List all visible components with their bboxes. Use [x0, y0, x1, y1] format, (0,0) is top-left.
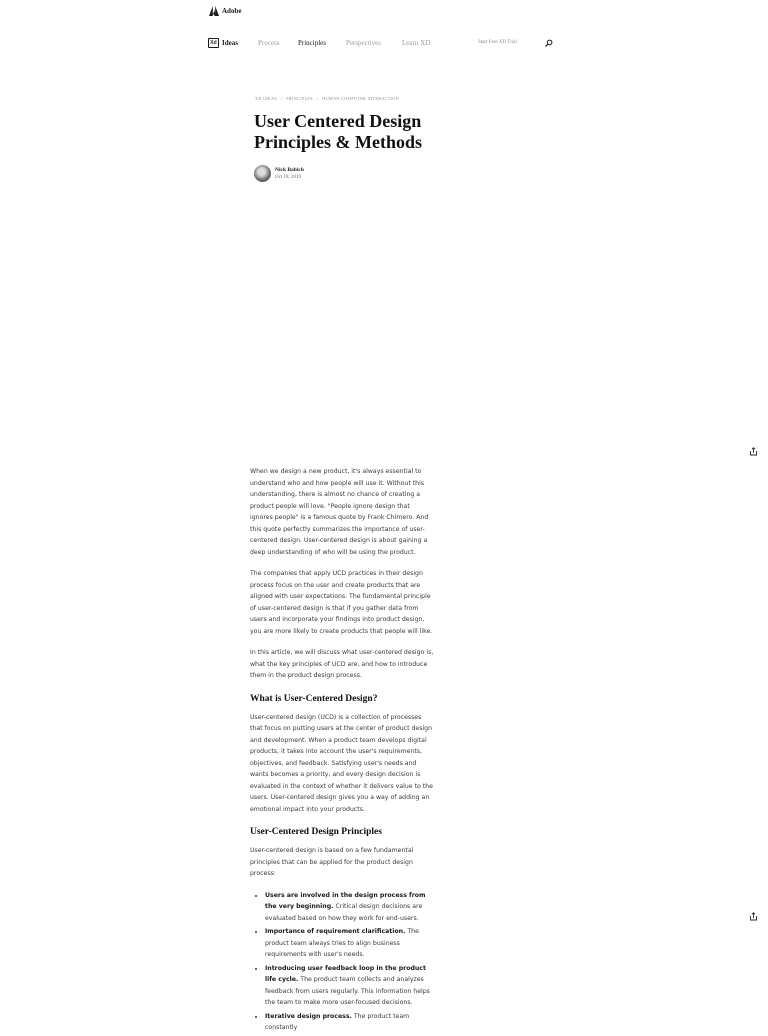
section-paragraph: User-centered design is based on a few fundamental principles that can be applied for the product design process: — [250, 847, 414, 877]
breadcrumb-separator: / — [280, 96, 283, 101]
adobe-bar[interactable] — [209, 6, 241, 16]
adobe-logo-icon — [209, 6, 219, 16]
author-name[interactable]: Nick Babich — [275, 166, 304, 173]
list-item-text: The product team always tries to align business requirements with user's needs. — [265, 928, 419, 958]
brand-name: Ideas — [222, 39, 238, 47]
list-item-text: Critical design decisions are evaluated based on how they work for end-users. — [265, 903, 423, 922]
search-icon[interactable] — [545, 39, 553, 47]
list-item-text: The product team constantly — [265, 1012, 410, 1031]
article-body — [250, 466, 434, 1036]
section-heading-ucd-principles: User-Centered Design Principles — [250, 827, 382, 837]
section-heading-what-is-ucd: What is User-Centered Design? — [250, 693, 378, 704]
nav-link-principles[interactable]: Principles — [298, 39, 326, 47]
breadcrumb-principles[interactable]: PRINCIPLES — [286, 96, 313, 101]
avatar[interactable] — [254, 165, 271, 182]
list-item — [265, 963, 434, 1009]
nav-link-perspectives[interactable]: Perspectives — [346, 39, 381, 47]
xd-badge: Xd — [208, 38, 219, 48]
publish-date: Oct 18, 2019 — [275, 174, 301, 180]
intro-paragraph: The companies that apply UCD practices in their design process focus on the user and create products that are aligned with user expectations. The fundamental principle of user-centered design is that if you gather data from users and incorporate your findings into product design, you are more likely to create products that people will like. — [250, 570, 433, 635]
list-item-bold: Importance of requirement clarification. — [265, 928, 406, 935]
list-item-bold: Iterative design process. — [265, 1012, 352, 1020]
share-icon[interactable] — [749, 912, 758, 921]
principles-list — [250, 890, 434, 1034]
list-item — [265, 890, 434, 925]
list-item-text: The product team collects and analyzes feedback from users regularly. This information helps the team to make more user-focused decisions. — [265, 976, 430, 1006]
main-nav — [208, 38, 554, 50]
list-item-bold: Introducing user feedback loop in the product life cycle. — [265, 964, 426, 983]
breadcrumb — [255, 96, 399, 101]
section-paragraph: User-centered design (UCD) is a collection of processes that focus on putting users at the center of product design and development. When a product team develops digital products, it takes into account the user's requirements, objectives, and feedback. Satisfying user's needs and wants becomes a priority, and every design decision is evaluated in the context of whether it delivers value to the users. User-centered design gives you a way of adding an emotional impact into your products. — [250, 713, 433, 813]
start-trial-link[interactable]: Start Free XD Trial — [478, 40, 517, 45]
breadcrumb-separator: / — [316, 96, 319, 101]
xd-ideas-logo[interactable] — [208, 38, 238, 48]
nav-link-process[interactable]: Process — [258, 39, 280, 47]
intro-paragraph: In this article, we will discuss what user-centered design is, what the key principles of UCD are, and how to introduce them in the product design process. — [250, 649, 434, 679]
adobe-label: Adobe — [222, 7, 242, 15]
intro-paragraph: When we design a new product, it's always essential to understand who and how people will use it. Without this understanding, there is almost no chance of creating a product people will love. "People ignore design that ignores people" is a famous quote by Frank Chimero. And this quote perfectly summarizes the importance of user-centered design. User-centered design is about gaining a deep understanding of who will be using the product. — [250, 468, 429, 556]
list-item — [265, 1011, 434, 1034]
list-item-bold: Users are involved in the design process from the very beginning. — [265, 891, 426, 910]
list-item — [265, 926, 434, 961]
breadcrumb-xd-ideas[interactable]: XD IDEAS — [255, 96, 277, 101]
breadcrumb-hci[interactable]: HUMAN COMPUTER INTERACTION — [322, 96, 399, 101]
nav-link-learn-xd[interactable]: Learn XD — [402, 39, 431, 47]
author-meta — [275, 167, 304, 181]
share-icon[interactable] — [749, 447, 758, 456]
author-block — [254, 165, 304, 182]
page-title: User Centered Design Principles & Methods — [254, 111, 422, 152]
